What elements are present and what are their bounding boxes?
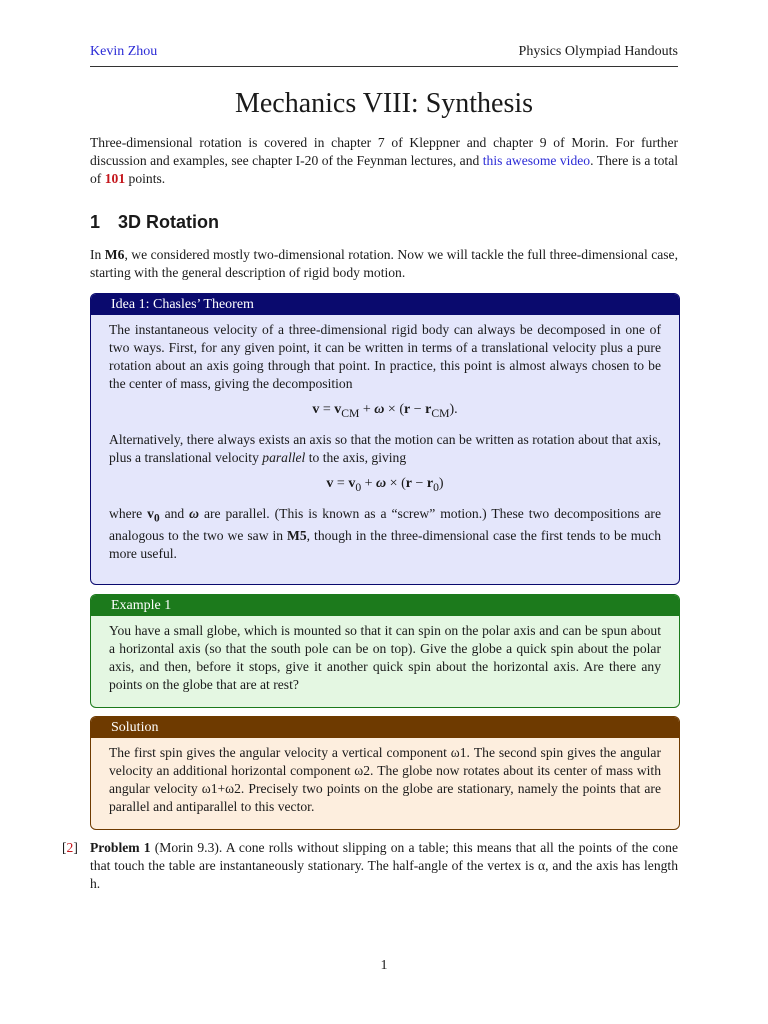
intro-paragraph xyxy=(90,134,678,188)
ref-m5: M5 xyxy=(287,528,307,544)
awesome-video-link[interactable]: this awesome video xyxy=(482,153,591,168)
section-para-b: , we considered mostly two-dimensional rotation. Now we will tackle the full three-dimensional case, starting with the general description of rigid body motion. xyxy=(90,247,678,280)
idea-paragraph-1: The instantaneous velocity of a three-dimensional rigid body can always be decomposed in one of two ways. First, for any given point, it can be written in terms of a translational velocity plus a pure rotation about an axis going through that point. In practice, this point is almost always chosen to be the center of mass, giving the decomposition xyxy=(109,322,661,391)
parallel-emphasis: parallel xyxy=(262,449,306,465)
idea-paragraph-3: where $v_0$ and ω are parallel. (This is known as a “screw” motion.) These two decompositions are analogous to the two we saw in M5, though in the three-dimensional case the first tends to be much more useful. xyxy=(109,505,661,562)
total-points: 101 xyxy=(104,171,126,186)
section-title: 3D Rotation xyxy=(118,212,219,232)
solution-box xyxy=(90,716,680,830)
ref-m6: M6 xyxy=(104,247,125,262)
idea-paragraph-2: Alternatively, there always exists an axis so that the motion can be written as rotation about that axis, plus a translational velocity parallel to the axis, giving xyxy=(109,431,661,465)
problem-label: Problem 1 xyxy=(90,840,151,855)
intro-text-a: Three-dimensional rotation is covered in chapter 7 of Kleppner and chapter 9 of Morin. For further discussion and examples, see chapter I-20 of the Feynman lectures, and xyxy=(90,135,678,168)
example-text: You have a small globe, which is mounted so that it can spin on the polar axis and can be spun about a horizontal axis (so that the south pole can be on top). Give the globe a quick spin about the polar axis, and then, before it stops, give it another quick spin about the horizontal axis. Are there any points on the globe that are at rest? xyxy=(109,623,661,692)
idea-heading: Idea 1: Chasles’ Theorem xyxy=(91,294,679,315)
solution-heading: Solution xyxy=(91,717,679,738)
v0-symbol: $v_0$ xyxy=(147,505,160,525)
section-number: 1 xyxy=(90,212,101,232)
problem-1 xyxy=(62,839,679,893)
problem-source: (Morin 9.3). xyxy=(150,840,223,855)
page-header xyxy=(90,44,678,64)
equation-cm-render: $v = v_{CM} + \omega \times (r - r_{CM})$. xyxy=(312,402,458,420)
omega-symbol: ω xyxy=(189,505,200,521)
page-number: 1 xyxy=(380,958,388,973)
header-rule xyxy=(90,66,678,67)
problem-text: A cone rolls without slipping on a table; this means that all the points of the cone that touch the table are instantaneously stationary. The half-angle of the vertex is α, and the axis has length h. xyxy=(90,840,679,891)
example-box xyxy=(90,594,680,708)
solution-text: The first spin gives the angular velocity a vertical component ω1. The second spin gives the angular velocity an additional horizontal component ω2. The globe now rotates about its center of mass with angular velocity ω1+ω2. Precisely two points on the globe are stationary, namely the points that are parallel and antiparallel to this vector. xyxy=(109,745,661,814)
problem-points: [2] xyxy=(62,840,78,855)
section-paragraph xyxy=(90,246,678,282)
author-link[interactable]: Kevin Zhou xyxy=(90,44,158,59)
idea-box xyxy=(90,293,680,585)
series-title: Physics Olympiad Handouts xyxy=(518,44,678,59)
section-para-a: In xyxy=(90,247,105,262)
example-heading: Example 1 xyxy=(91,595,679,616)
intro-text-c: points. xyxy=(125,171,166,186)
section-heading xyxy=(90,212,219,233)
intro-text-b: . There is a total of xyxy=(90,153,678,186)
equation-screw-render: $v = v_0 + \omega \times (r - r_0)$ xyxy=(326,475,444,494)
document-title: Mechanics VIII: Synthesis xyxy=(234,88,534,119)
